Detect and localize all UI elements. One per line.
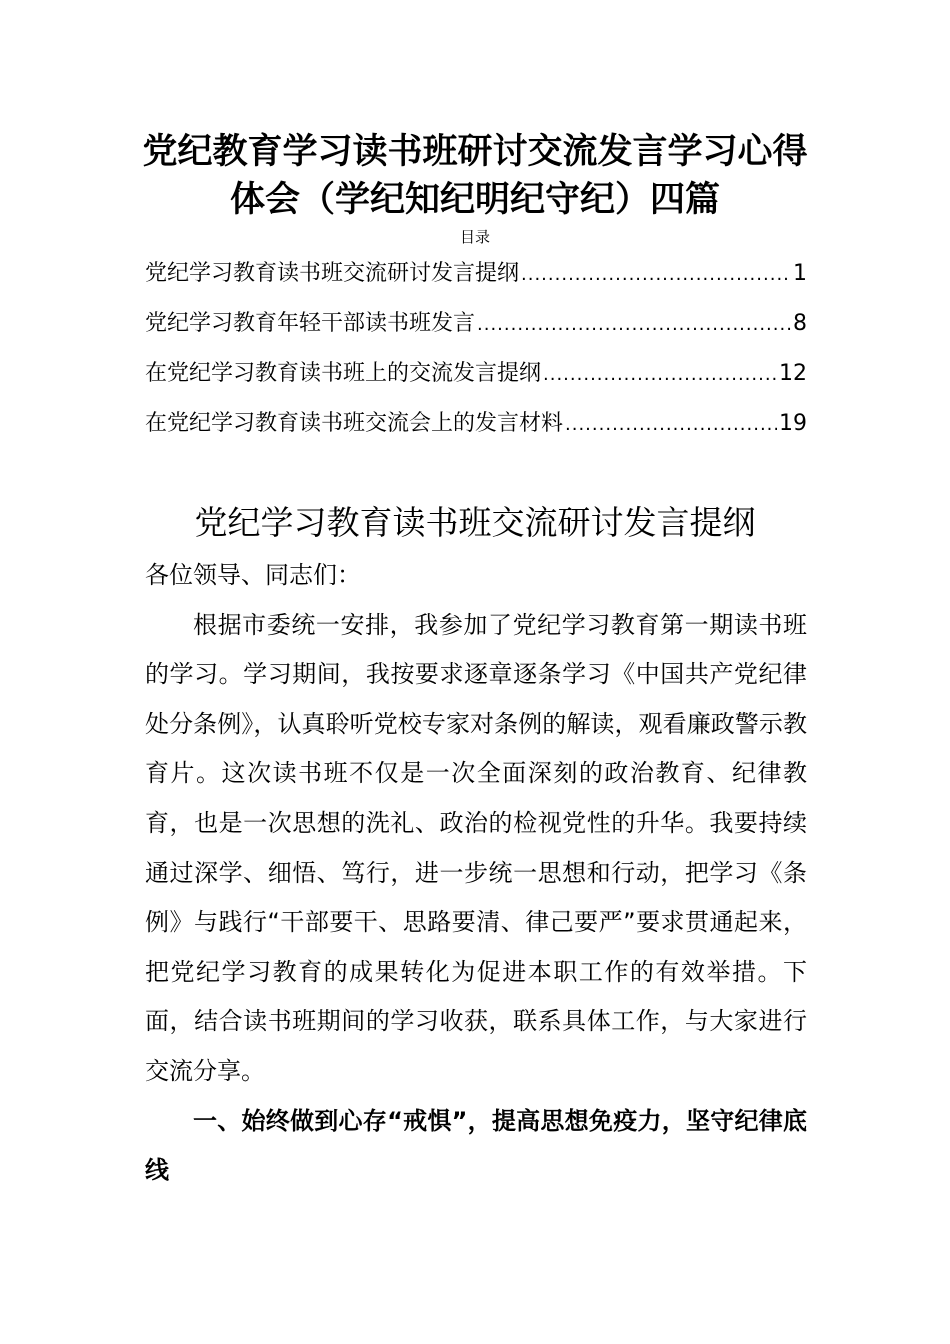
toc-leader-dots: [543, 353, 777, 397]
toc-entry-page: 19: [779, 411, 807, 436]
toc-leader-dots: [477, 303, 791, 347]
toc-heading: 目录: [459, 228, 490, 246]
toc-entry-text: 在党纪学习教育读书班上的交流发言提纲: [145, 361, 542, 386]
toc-entry-text: 党纪学习教育年轻干部读书班发言: [145, 311, 476, 336]
toc-entry-page: 8: [793, 311, 807, 336]
body-paragraph: 根据市委统一安排，我参加了党纪学习教育第一期读书班的学习。学习期间，我按要求逐章逐条学习《中国共产党纪律处分条例》，认真聆听党校专家对条例的解读，观看廉政警示教育片。这次读书班不仅是一次全面深刻的政治教育、纪律教育，也是一次思想的洗礼、政治的检视党性的升华。我要持续通过深学、细悟、笃行，进一步统一思想和行动，把学习《条例》与践行“干部要干、思路要清、律己要严”要求贯通起来，把党纪学习教育的成果转化为促进本职工作的有效举措。下面，结合读书班期间的学习收获，联系具体工作，与大家进行交流分享。: [145, 610, 807, 1085]
section-body: [145, 551, 807, 1196]
salutation: 各位领导、同志们：: [145, 561, 361, 589]
toc-entry-4[interactable]: [145, 402, 807, 452]
toc-entry-1[interactable]: [145, 252, 807, 302]
section-title: 党纪学习教育读书班交流研讨发言提纲: [194, 503, 756, 542]
toc-entry-2[interactable]: [145, 302, 807, 352]
toc-entry-page: 12: [779, 361, 807, 386]
toc-leader-dots: [521, 253, 791, 297]
toc-entry-page: 1: [793, 261, 807, 286]
toc-entry-text: 党纪学习教育读书班交流研讨发言提纲: [145, 261, 520, 286]
section-subheading: 一、始终做到心存“戒惧”，提高思想免疫力，坚守纪律底线: [145, 1106, 807, 1185]
document-title: 党纪教育学习读书班研讨交流发言学习心得体会（学纪知纪明纪守纪）四篇: [142, 132, 808, 220]
table-of-contents: [145, 252, 807, 452]
toc-entry-3[interactable]: [145, 352, 807, 402]
toc-leader-dots: [565, 403, 777, 447]
toc-entry-text: 在党纪学习教育读书班交流会上的发言材料: [145, 411, 564, 436]
